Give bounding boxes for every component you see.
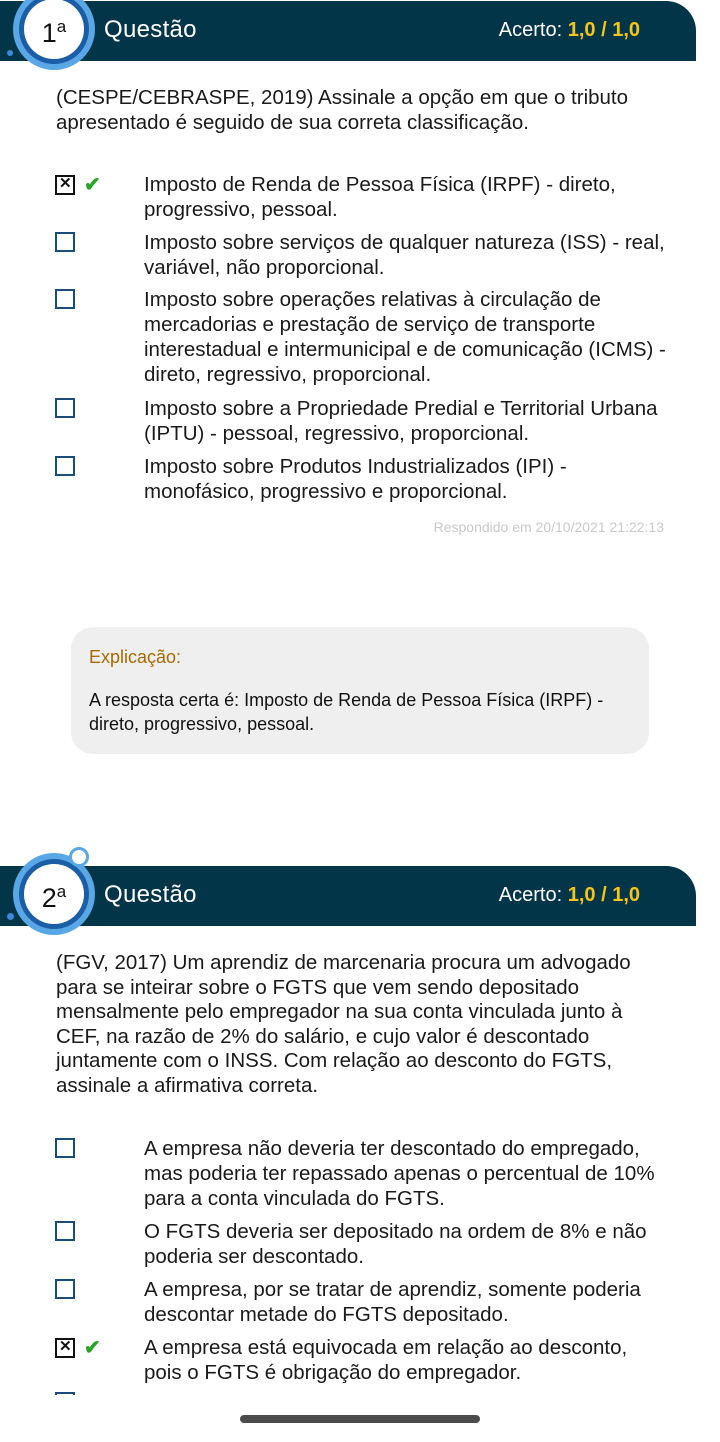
question-number-badge [13,853,95,935]
checkbox-icon[interactable] [55,1338,75,1358]
question-number-badge [13,0,95,70]
checkbox-icon[interactable] [55,1138,75,1158]
option-text: Imposto sobre a Propriedade Predial e Territorial Urbana (IPTU) - pessoal, regressivo, proporcional. [144,397,658,445]
gesture-handle[interactable] [240,1415,480,1423]
option-text: Imposto sobre serviços de qualquer natureza (ISS) - real, variável, não proporcional. [144,231,665,279]
score-label: Acerto: [498,19,563,41]
option-text: Imposto de Renda de Pessoa Física (IRPF) - direto, progressivo, pessoal. [144,173,616,221]
question-number: 1$^a$ [41,17,67,48]
explanation-box [71,627,649,754]
explanation-label: Explicação: [89,647,182,667]
question-title: Questão [104,16,197,43]
score-value: 1,0 [567,19,596,41]
system-navigation-bar [0,1395,720,1442]
checkbox-icon[interactable] [55,232,75,252]
question-number: 2$^a$ [41,882,67,913]
checkbox-icon[interactable] [55,289,75,309]
option-text: A empresa não deveria ter descontado do empregado, mas poderia ter repassado apenas o percentual de 10% para a conta vinculada do FGTS. [144,1137,655,1210]
checkmark-icon: ✔ [84,1337,101,1359]
score-total: / 1,0 [601,884,640,906]
explanation-text: A resposta certa é: Imposto de Renda de Pessoa Física (IRPF) - direto, progressivo, pessoal. [89,690,604,734]
score-display [499,19,640,42]
question-2-header [0,866,696,926]
option-text: A empresa está equivocada em relação ao desconto, pois o FGTS é obrigação do empregador. [144,1336,628,1384]
option-text: O FGTS deveria ser depositado na ordem de 8% e não poderia ser descontado. [144,1220,647,1268]
option-text: A empresa, por se tratar de aprendiz, somente poderia descontar metade do FGTS depositado. [144,1278,641,1326]
question-title: Questão [104,881,197,908]
score-display [499,884,640,907]
checkbox-icon[interactable] [55,1221,75,1241]
score-total: / 1,0 [601,19,640,41]
checkbox-icon[interactable] [55,175,75,195]
checkmark-icon: ✔ [84,174,101,196]
badge-bubble [69,847,89,867]
option-text: Imposto sobre operações relativas à circulação de mercadorias e prestação de serviço de transporte interestadual e intermunicipal e de comunicação (ICMS) - direto, regressivo, proporcional. [144,288,666,386]
checkbox-icon[interactable] [55,456,75,476]
question-statement: (CESPE/CEBRASPE, 2019) Assinale a opção em que o tributo apresentado é seguido de sua correta classificação. [56,86,629,134]
question-statement: (FGV, 2017) Um aprendiz de marcenaria procura um advogado para se inteirar sobre o FGTS que vem sendo depositado mensalmente pelo empregador na sua conta vinculada junto à CEF, na razão de 2% do salário, e cujo valor é descontado juntamente com o INSS. Com relação ao desconto do FGTS, assinale a afirmativa correta. [56,951,631,1097]
checkbox-icon[interactable] [55,398,75,418]
badge-bubble [7,50,13,56]
checkbox-icon[interactable] [55,1279,75,1299]
option-text: Imposto sobre Produtos Industrializados (IPI) - monofásico, progressivo e proporcional. [144,455,567,503]
score-value: 1,0 [567,884,596,906]
score-label: Acerto: [498,884,563,906]
question-1-header [0,1,696,61]
answered-timestamp: Respondido em 20/10/2021 21:22:13 [433,519,664,535]
badge-bubble [7,913,14,920]
